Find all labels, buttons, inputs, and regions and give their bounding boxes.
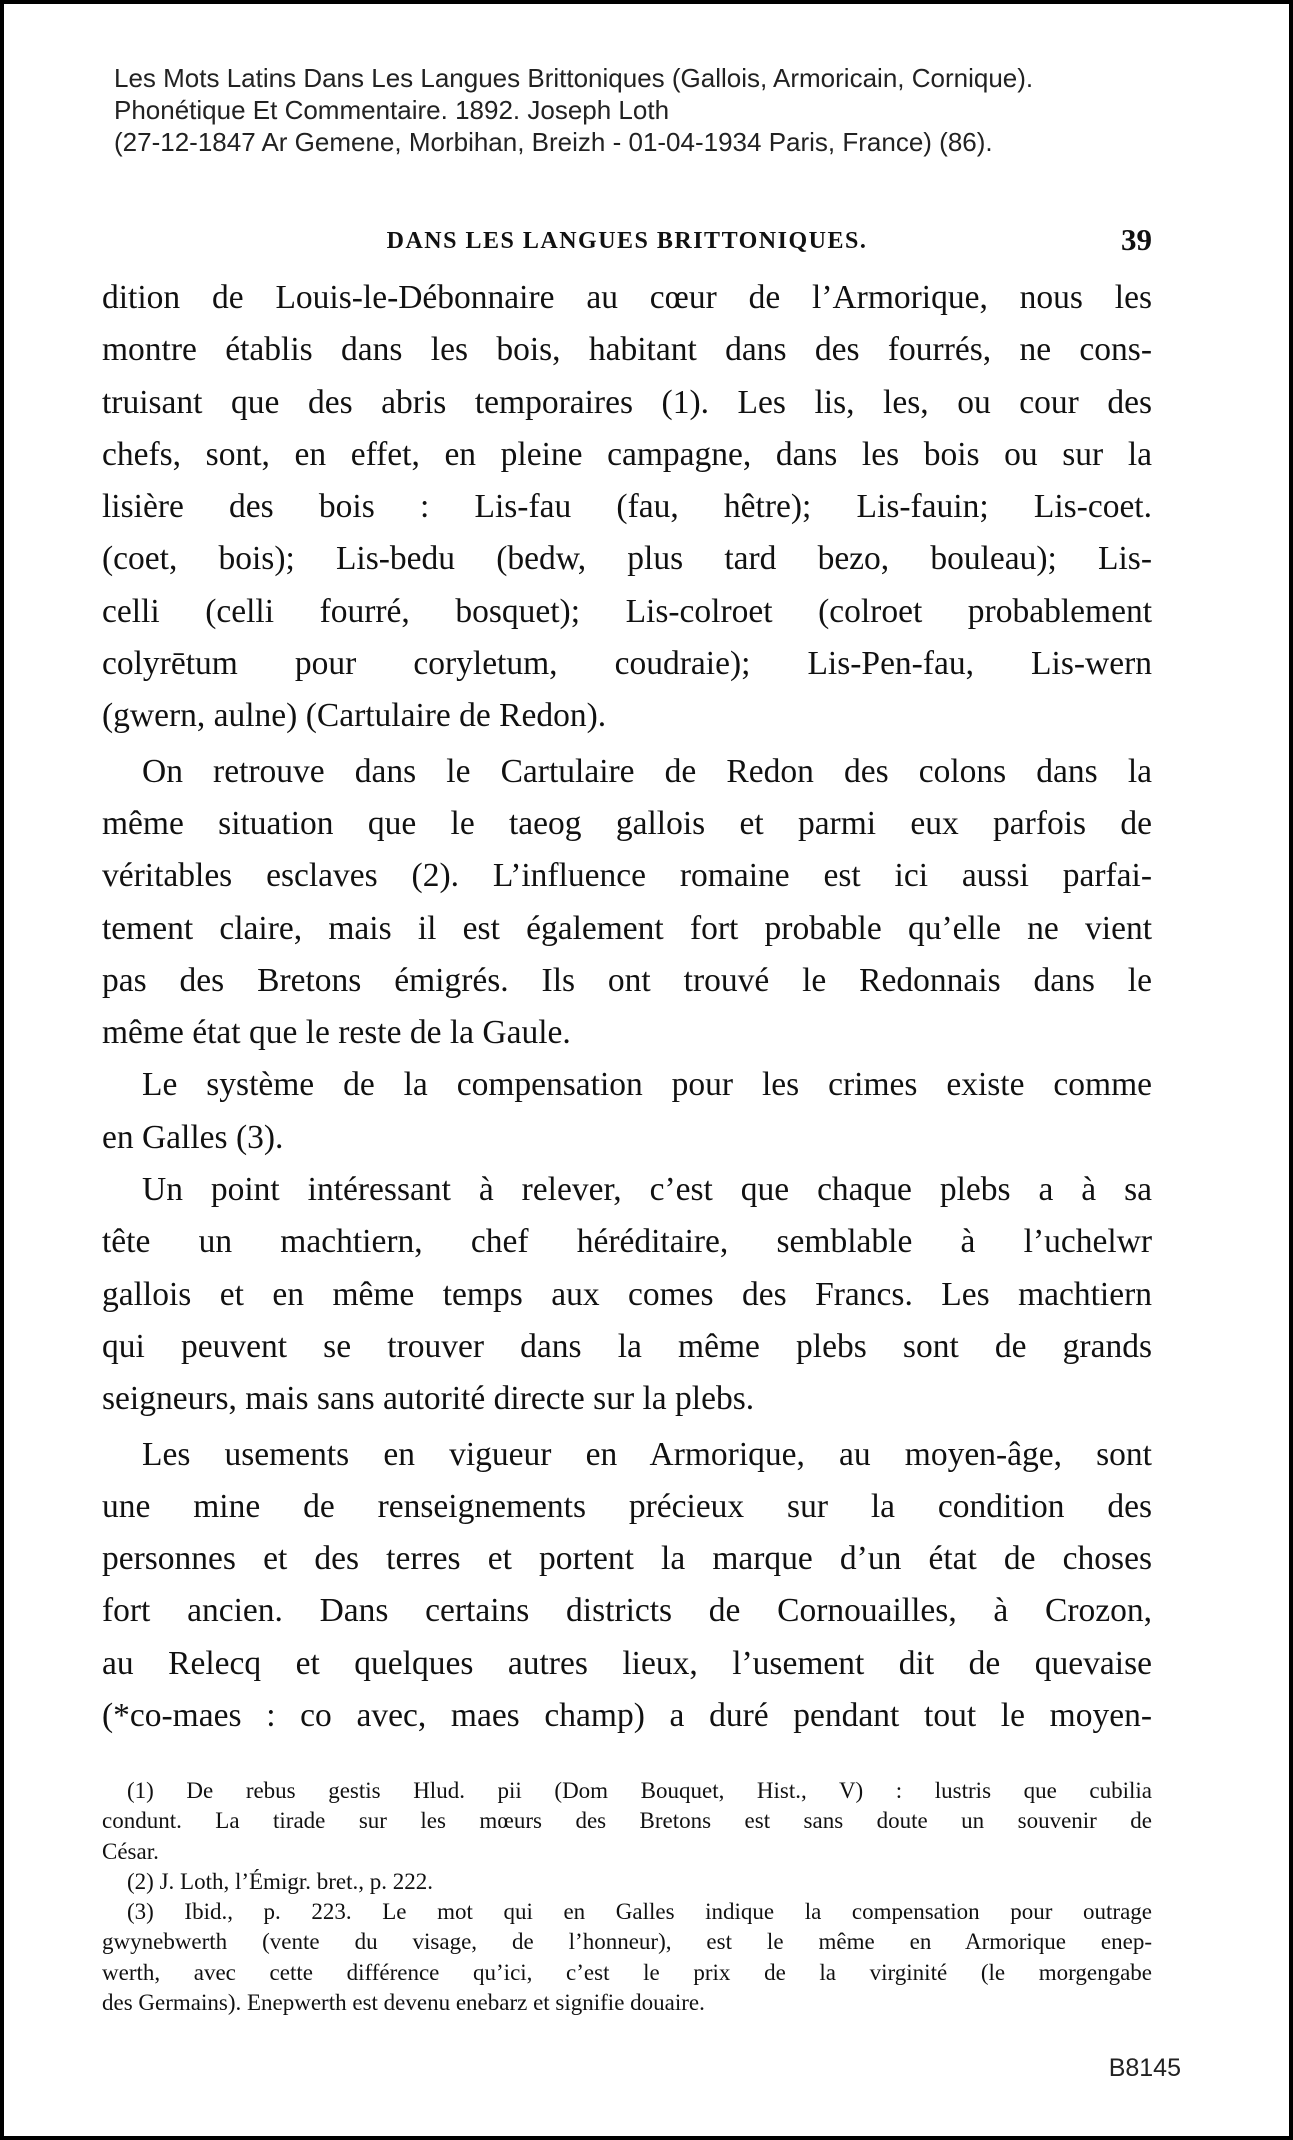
metadata-line-3: (27-12-1847 Ar Gemene, Morbihan, Breizh - 01-04-1934 Paris, France) (86). (114, 127, 993, 157)
text-line: (gwern, aulne) (Cartulaire de Redon). (102, 697, 607, 735)
page-number: 39 (1121, 222, 1152, 257)
text-line: en Galles (3). (102, 1118, 284, 1156)
text-line: Les usements en vigueur en Armorique, au moyen-âge, sont (142, 1435, 1152, 1473)
running-head (102, 222, 1152, 262)
text-line: truisant que des abris temporaires (1). Les lis, les, ou cour des (102, 383, 1152, 421)
footnote-line: des Germains). Enepwerth est devenu enebarz et signifie douaire. (102, 1990, 705, 2016)
footnote-line: (1) De rebus gestis Hlud. pii (Dom Bouquet, Hist., V) : lustris que cubilia (127, 1778, 1152, 1803)
text-line: seigneurs, mais sans autorité directe sur la plebs. (102, 1380, 755, 1418)
footnote-line: (2) J. Loth, l’Émigr. bret., p. 222. (127, 1868, 433, 1894)
text-line: dition de Louis-le-Débonnaire au cœur de l’Armorique, nous les (102, 279, 1152, 316)
footnote-line: gwynebwerth (vente du visage, de l’honneur), est le même en Armorique enep- (102, 1929, 1152, 1955)
text-line: lisière des bois : Lis-fau (fau, hêtre); Lis-fauin; Lis-coet. (102, 488, 1152, 526)
text-line: gallois et en même temps aux comes des Francs. Les machtiern (102, 1275, 1152, 1313)
text-line: On retrouve dans le Cartulaire de Redon des colons dans la (142, 752, 1152, 790)
text-line: (*co-maes : co avec, maes champ) a duré pendant tout le moyen- (102, 1697, 1152, 1735)
text-line: colyrētum pour coryletum, coudraie); Lis-Pen-fau, Lis-wern (102, 645, 1152, 683)
text-line: Un point intéressant à relever, c’est que chaque plebs a à sa (142, 1171, 1152, 1209)
text-line: même état que le reste de la Gaule. (102, 1014, 571, 1052)
text-line: une mine de renseignements précieux sur la condition des (102, 1487, 1152, 1525)
body-text (102, 272, 1152, 1742)
catalog-metadata (114, 62, 1214, 158)
text-line: même situation que le taeog gallois et parmi eux parfois de (102, 804, 1152, 842)
text-line: personnes et des terres et portent la marque d’un état de choses (102, 1540, 1152, 1578)
metadata-line-2: Phonétique Et Commentaire. 1892. Joseph Loth (114, 95, 670, 125)
footnote-line: condunt. La tirade sur les mœurs des Bretons est sans doute un souvenir de (102, 1808, 1152, 1834)
running-title: DANS LES LANGUES BRITTONIQUES. (386, 228, 868, 254)
footnote-line: werth, avec cette différence qu’ici, c’est le prix de la virginité (le morgengabe (102, 1959, 1152, 1985)
text-line: tement claire, mais il est également fort probable qu’elle ne vient (102, 909, 1152, 947)
text-line: pas des Bretons émigrés. Ils ont trouvé le Redonnais dans le (102, 961, 1152, 999)
text-line: celli (celli fourré, bosquet); Lis-colroet (colroet probablement (102, 592, 1152, 630)
text-line: tête un machtiern, chef héréditaire, semblable à l’uchelwr (102, 1223, 1152, 1261)
text-line: Le système de la compensation pour les crimes existe comme (142, 1066, 1152, 1104)
text-line: (coet, bois); Lis-bedu (bedw, plus tard bezo, bouleau); Lis- (102, 540, 1152, 578)
text-line: au Relecq et quelques autres lieux, l’usement dit de quevaise (102, 1644, 1152, 1682)
text-line: chefs, sont, en effet, en pleine campagne, dans les bois ou sur la (102, 435, 1152, 473)
text-line: montre établis dans les bois, habitant dans des fourrés, ne cons- (102, 331, 1152, 369)
metadata-line-1: Les Mots Latins Dans Les Langues Brittoniques (Gallois, Armoricain, Cornique). (114, 63, 1034, 93)
text-line: véritables esclaves (2). L’influence romaine est ici aussi parfai- (102, 857, 1152, 895)
archive-stamp: B8145 (1108, 2054, 1181, 2082)
text-line: fort ancien. Dans certains districts de Cornouailles, à Crozon, (102, 1592, 1152, 1630)
text-line: qui peuvent se trouver dans la même plebs sont de grands (102, 1327, 1152, 1365)
footnote-line: (3) Ibid., p. 223. Le mot qui en Galles indique la compensation pour outrage (127, 1899, 1152, 1925)
footnote-line: César. (102, 1838, 159, 1864)
footnotes (102, 1776, 1152, 2018)
